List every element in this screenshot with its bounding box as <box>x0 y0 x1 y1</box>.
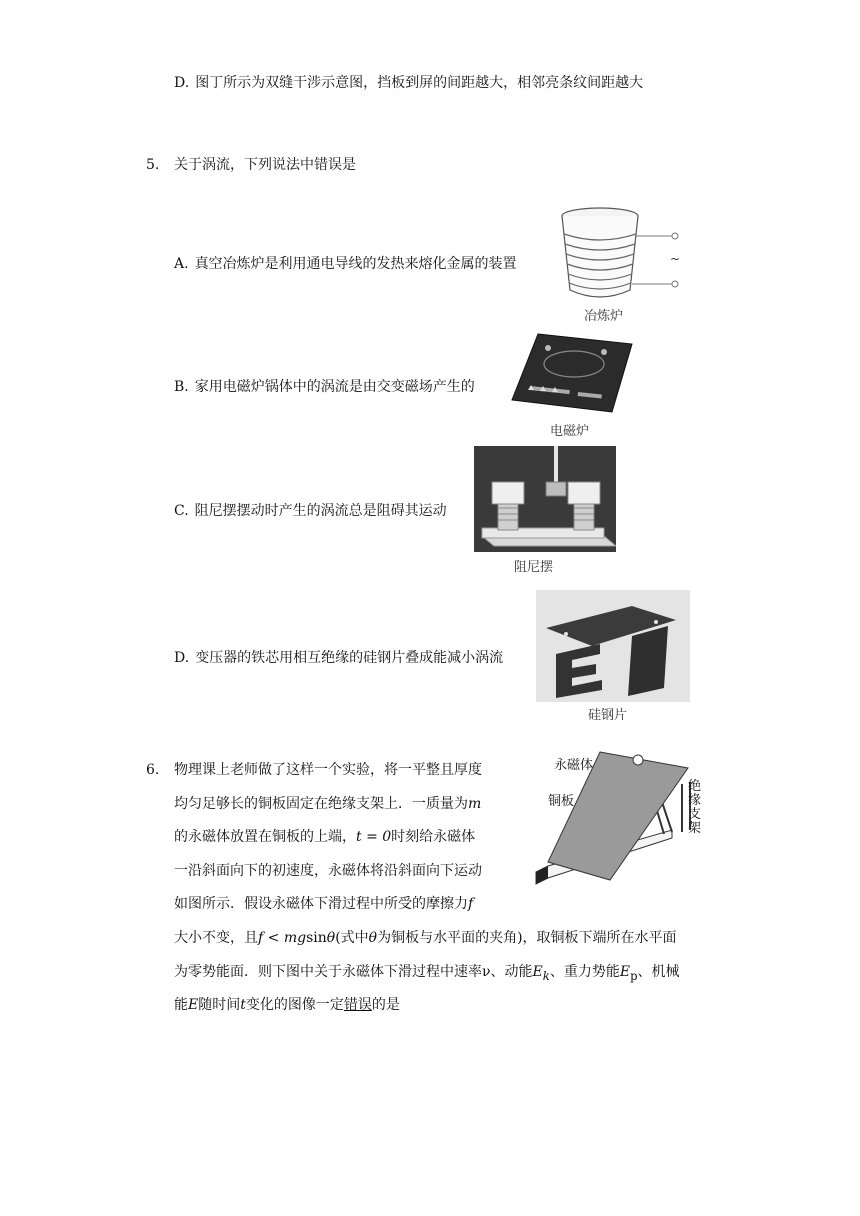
option-text: 变压器的铁芯用相互绝缘的硅钢片叠成能减小涡流 <box>195 650 504 666</box>
option-text: 真空冶炼炉是利用通电导线的发热来熔化金属的装置 <box>194 256 517 272</box>
ac-symbol: ~ <box>670 252 681 266</box>
induction-cooker-figure <box>508 330 636 440</box>
option-label: C. <box>174 503 189 519</box>
label-magnet: 永磁体 <box>554 758 594 773</box>
q5-option-d <box>174 648 503 668</box>
option-text: 阻尼摆摆动时产生的涡流总是阻碍其运动 <box>194 503 447 519</box>
copper-plate-figure <box>534 744 706 894</box>
option-label: D. <box>174 650 190 666</box>
math-ek: E <box>532 964 543 980</box>
q6-line-8: 能E随时间t变化的图像一定错误的是 <box>174 997 400 1013</box>
q6-line-5: 如图所示．假设永磁体下滑过程中所受的摩擦力f <box>174 896 474 912</box>
figure-caption: 电磁炉 <box>550 424 590 439</box>
q6-line-1: 物理课上老师做了这样一个实验，将一平整且厚度 <box>174 762 482 778</box>
figure-caption: 阻尼摆 <box>514 560 554 575</box>
underlined-word: 错误 <box>343 997 372 1013</box>
option-label: A. <box>174 256 189 272</box>
question-6-number: 6. <box>146 762 160 778</box>
math-m: m <box>468 796 482 812</box>
smelting-furnace-figure <box>552 204 692 326</box>
label-support: 绝 缘 支 架 <box>688 779 702 836</box>
q5-option-a <box>174 254 517 274</box>
math-f: f <box>468 896 474 912</box>
silicon-steel-sheet-icon <box>536 590 690 702</box>
math-e: E <box>188 997 199 1013</box>
damping-pendulum-figure <box>474 446 618 576</box>
q6-line-4: 一沿斜面向下的初速度，永磁体将沿斜面向下运动 <box>174 863 482 879</box>
label-plate: 铜板 <box>548 794 575 809</box>
prev-option-d <box>174 73 643 93</box>
damping-pendulum-icon <box>474 446 616 552</box>
q5-option-c <box>174 501 447 521</box>
math-t0: t = 0 <box>356 829 392 845</box>
math-ineq: f < mg <box>258 930 307 946</box>
option-text: 图丁所示为双缝干涉示意图，挡板到屏的间距越大，相邻亮条纹间距越大 <box>195 75 644 91</box>
q6-line-7: 为零势能面．则下图中关于永磁体下滑过程中速率ν、动能$E_k$、重力势能$E_p$、机械 <box>174 964 680 983</box>
figure-caption: 冶炼炉 <box>584 309 624 324</box>
option-label: B. <box>174 379 189 395</box>
math-t: t <box>240 997 246 1013</box>
math-ep: E <box>619 964 631 980</box>
option-text: 家用电磁炉锅体中的涡流是由交变磁场产生的 <box>194 379 475 395</box>
q5-option-b <box>174 377 475 397</box>
question-5-stem: 关于涡流，下列说法中错误是 <box>174 157 356 173</box>
induction-cooker-icon <box>508 330 636 422</box>
silicon-steel-figure <box>536 590 692 726</box>
q6-line-3: 的永磁体放置在铜板的上端，t = 0时刻给永磁体 <box>174 829 476 845</box>
q6-line-2: 均匀足够长的铜板固定在绝缘支架上．一质量为m <box>174 796 482 812</box>
figure-caption: 硅钢片 <box>588 708 628 723</box>
q6-line-6: 大小不变，且f < mgsinθ(式中θ为铜板与水平面的夹角)，取铜板下端所在水平面 <box>174 930 677 946</box>
question-5-number: 5. <box>146 157 160 173</box>
option-label: D. <box>174 75 190 91</box>
